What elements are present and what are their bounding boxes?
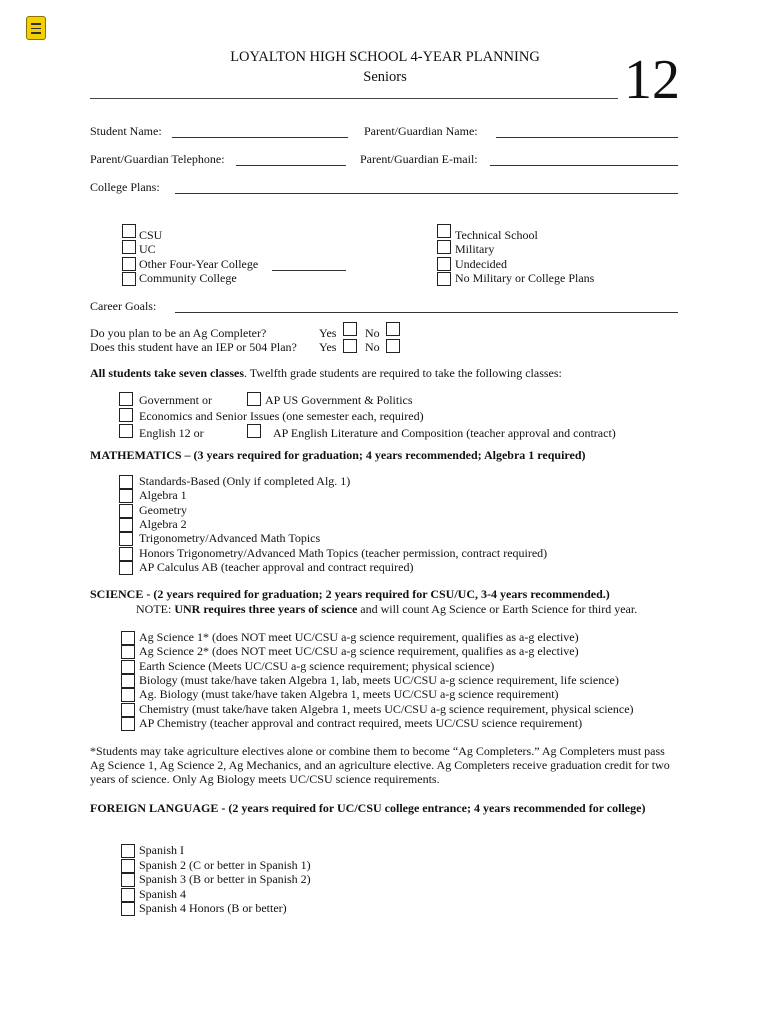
- course-earth-science: Earth Science (Meets UC/CSU a-g science requirement; physical science): [139, 658, 495, 673]
- course-spanish-4-honors: Spanish 4 Honors (B or better): [139, 901, 287, 915]
- checkbox-undecided[interactable]: [437, 257, 451, 271]
- checkbox-biology[interactable]: [121, 674, 135, 688]
- ag-completer-question: Do you plan to be an Ag Completer?: [90, 326, 267, 340]
- course-ap-calculus: AP Calculus AB (teacher approval and contract required): [139, 559, 414, 574]
- checkbox-technical-school[interactable]: [437, 224, 451, 238]
- option-community-college: Community College: [139, 271, 237, 285]
- ag-completer-footnote: *Students may take agriculture electives alone or combine them to become “Ag Completers.” Ag Completers must pass Ag Science 1, Ag Science 2, Ag Mechanics, and an agriculture elective. Ag Completers receive graduation credit for two years of science. Only Ag Biology meets UC/CSU science requirements.: [90, 744, 670, 786]
- checkbox-standards-based[interactable]: [119, 475, 133, 489]
- checkbox-csu[interactable]: [122, 224, 136, 238]
- checkbox-ap-calculus[interactable]: [119, 561, 133, 575]
- guardian-name-field[interactable]: [496, 137, 678, 138]
- college-plans-label: College Plans:: [90, 180, 160, 194]
- course-ap-chemistry: AP Chemistry (teacher approval and contract required, meets UC/CSU science requirement): [139, 715, 583, 730]
- checkbox-military[interactable]: [437, 240, 451, 254]
- iep-question: Does this student have an IEP or 504 Plan?: [90, 340, 297, 354]
- course-chemistry: Chemistry (must take/have taken Algebra 1, meets UC/CSU a-g science requirement, physical science): [139, 701, 634, 716]
- class-ap-government: AP US Government & Politics: [265, 393, 413, 407]
- college-plans-field[interactable]: [175, 193, 678, 194]
- option-undecided: Undecided: [455, 257, 507, 271]
- page-subtitle: Seniors: [363, 69, 407, 85]
- note-bold: UNR requires three years of science: [174, 602, 358, 616]
- hamburger-menu-icon[interactable]: [26, 16, 46, 40]
- checkbox-geometry[interactable]: [119, 504, 133, 518]
- checkbox-trig-advanced[interactable]: [119, 532, 133, 546]
- page-title: LOYALTON HIGH SCHOOL 4-YEAR PLANNING: [230, 49, 540, 65]
- class-government: Government or: [139, 393, 212, 407]
- ag-completer-no-label: No: [365, 326, 380, 340]
- class-economics: Economics and Senior Issues (one semester each, required): [139, 409, 424, 423]
- guardian-phone-field[interactable]: [236, 165, 346, 166]
- course-trig-advanced: Trigonometry/Advanced Math Topics: [139, 531, 321, 546]
- course-algebra-2: Algebra 2: [139, 516, 187, 531]
- guardian-email-label: Parent/Guardian E-mail:: [360, 152, 478, 166]
- course-spanish-3: Spanish 3 (B or better in Spanish 2): [139, 872, 311, 886]
- seven-classes-rest: . Twelfth grade students are required to take the following classes:: [244, 366, 562, 380]
- course-standards-based: Standards-Based (Only if completed Alg. 1): [139, 474, 351, 488]
- option-no-plans: No Military or College Plans: [455, 271, 595, 285]
- course-ag-biology: Ag. Biology (must take/have taken Algebra 1, meets UC/CSU a-g science requirement): [139, 687, 559, 702]
- option-other-four-year: Other Four-Year College: [139, 257, 259, 271]
- class-english-12: English 12 or: [139, 426, 204, 440]
- checkbox-ap-chemistry[interactable]: [121, 717, 135, 731]
- seven-classes-statement: [90, 366, 562, 381]
- course-spanish-2: Spanish 2 (C or better in Spanish 1): [139, 857, 311, 872]
- checkbox-algebra-2[interactable]: [119, 518, 133, 532]
- checkbox-honors-trig[interactable]: [119, 547, 133, 561]
- checkbox-algebra-1[interactable]: [119, 489, 133, 503]
- course-ag-science-1: Ag Science 1* (does NOT meet UC/CSU a-g science requirement, qualifies as a-g elective): [139, 630, 579, 644]
- guardian-email-field[interactable]: [490, 165, 678, 166]
- iep-no-label: No: [365, 340, 380, 354]
- course-ag-science-2: Ag Science 2* (does NOT meet UC/CSU a-g science requirement, qualifies as a-g elective): [139, 644, 579, 659]
- science-note: [136, 602, 637, 617]
- checkbox-ap-english[interactable]: [247, 424, 261, 438]
- option-military: Military: [455, 242, 495, 256]
- checkbox-ag-science-1[interactable]: [121, 631, 135, 645]
- iep-yes-label: Yes: [319, 340, 337, 354]
- checkbox-spanish-2[interactable]: [121, 859, 135, 873]
- checkbox-government[interactable]: [119, 392, 133, 406]
- checkbox-community-college[interactable]: [122, 272, 136, 286]
- option-uc: UC: [139, 242, 156, 256]
- checkbox-ag-biology[interactable]: [121, 688, 135, 702]
- career-goals-label: Career Goals:: [90, 299, 157, 313]
- grade-number: 12: [624, 49, 680, 111]
- checkbox-spanish-4-honors[interactable]: [121, 902, 135, 916]
- science-heading: SCIENCE - (2 years required for graduation; 2 years required for CSU/UC, 3-4 years recommended.): [90, 587, 610, 601]
- class-ap-english: AP English Literature and Composition (teacher approval and contract): [273, 426, 616, 440]
- student-name-field[interactable]: [172, 137, 348, 138]
- guardian-name-label: Parent/Guardian Name:: [364, 124, 478, 138]
- course-algebra-1: Algebra 1: [139, 488, 187, 503]
- ag-completer-yes-checkbox[interactable]: [343, 322, 357, 336]
- checkbox-spanish-4[interactable]: [121, 888, 135, 902]
- option-technical-school: Technical School: [455, 228, 538, 242]
- option-csu: CSU: [139, 228, 163, 242]
- checkbox-ap-government[interactable]: [247, 392, 261, 406]
- language-heading: FOREIGN LANGUAGE - (2 years required for UC/CSU college entrance; 4 years recommended for college): [90, 801, 646, 815]
- course-honors-trig: Honors Trigonometry/Advanced Math Topics (teacher permission, contract required): [139, 545, 548, 560]
- checkbox-spanish-3[interactable]: [121, 873, 135, 887]
- checkbox-chemistry[interactable]: [121, 703, 135, 717]
- math-heading: MATHEMATICS – (3 years required for graduation; 4 years recommended; Algebra 1 required): [90, 448, 586, 462]
- checkbox-other-four-year[interactable]: [122, 257, 136, 271]
- checkbox-english-12[interactable]: [119, 424, 133, 438]
- checkbox-spanish-1[interactable]: [121, 844, 135, 858]
- checkbox-economics[interactable]: [119, 408, 133, 422]
- iep-no-checkbox[interactable]: [386, 339, 400, 353]
- other-college-field[interactable]: [272, 270, 346, 271]
- note-rest: and will count Ag Science or Earth Science for third year.: [360, 602, 638, 616]
- note-prefix: NOTE:: [136, 602, 172, 616]
- career-goals-field[interactable]: [175, 312, 678, 313]
- header-rule: [90, 98, 618, 99]
- iep-yes-checkbox[interactable]: [343, 339, 357, 353]
- seven-classes-bold: All students take seven classes: [90, 366, 245, 380]
- checkbox-no-plans[interactable]: [437, 272, 451, 286]
- checkbox-ag-science-2[interactable]: [121, 645, 135, 659]
- ag-completer-no-checkbox[interactable]: [386, 322, 400, 336]
- guardian-phone-label: Parent/Guardian Telephone:: [90, 152, 225, 166]
- course-geometry: Geometry: [139, 502, 187, 517]
- course-spanish-1: Spanish I: [139, 843, 184, 857]
- checkbox-earth-science[interactable]: [121, 660, 135, 674]
- student-name-label: Student Name:: [90, 124, 162, 138]
- course-spanish-4: Spanish 4: [139, 886, 187, 901]
- course-biology: Biology (must take/have taken Algebra 1, lab, meets UC/CSU a-g science requirement, life science): [139, 672, 619, 687]
- checkbox-uc[interactable]: [122, 240, 136, 254]
- ag-completer-yes-label: Yes: [319, 326, 337, 340]
